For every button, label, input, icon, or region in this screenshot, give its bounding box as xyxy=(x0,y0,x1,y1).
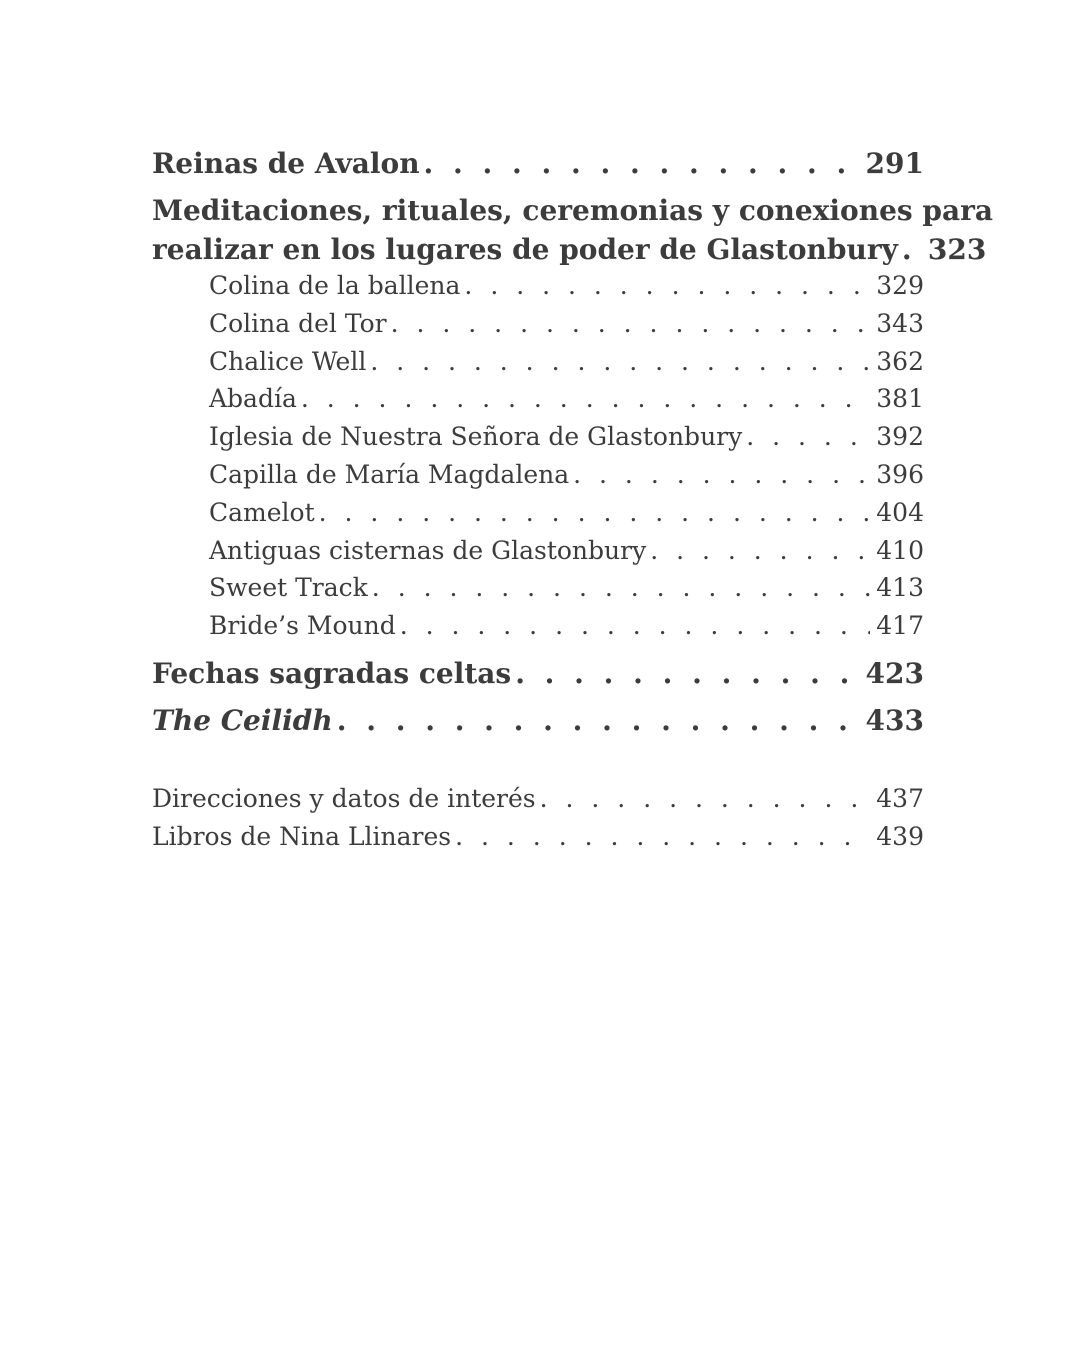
toc-entry xyxy=(152,701,924,740)
toc-subentry-title: Colina del Tor xyxy=(209,308,387,338)
toc-subentry xyxy=(152,607,924,645)
toc-entry-page: 291 xyxy=(865,147,924,180)
toc-subentry xyxy=(152,343,924,381)
toc-entry-title-line2: realizar en los lugares de poder de Glastonbury xyxy=(152,233,898,266)
toc-subentry-title: Camelot xyxy=(209,497,315,527)
dot-leader xyxy=(573,456,870,494)
toc-subentry xyxy=(152,380,924,418)
toc-subentry-page: 413 xyxy=(876,573,924,603)
toc-entry-title-line1: Meditaciones, rituales, ceremonias y conexiones para xyxy=(152,194,994,227)
toc-subentry-page: 329 xyxy=(876,271,924,300)
toc-entry-title: The Ceilidh xyxy=(152,703,333,737)
dot-leader xyxy=(540,780,871,818)
toc-entry-title: Direcciones y datos de interés xyxy=(152,783,536,813)
dot-leader xyxy=(515,654,859,693)
toc-subentry xyxy=(152,494,924,532)
toc-subentry-title: Colina de la ballena xyxy=(209,271,461,300)
dot-leader xyxy=(902,230,922,269)
toc-subentry xyxy=(152,456,924,494)
toc-entry-title: Reinas de Avalon xyxy=(152,147,420,180)
toc-entry-title: Fechas sagradas celtas xyxy=(152,656,512,690)
dot-leader xyxy=(319,494,871,532)
toc-subentry-title: Sweet Track xyxy=(209,573,368,603)
toc-subentry-page: 343 xyxy=(876,308,924,338)
toc-entry-page: 437 xyxy=(876,783,924,813)
dot-leader xyxy=(400,607,871,645)
toc-entry-title: Libros de Nina Llinares xyxy=(152,821,452,851)
dot-leader xyxy=(370,343,870,381)
dot-leader xyxy=(424,144,860,183)
toc-section xyxy=(152,701,924,740)
toc-subentry-page: 392 xyxy=(876,422,924,452)
dot-leader xyxy=(372,569,870,607)
toc-entry-page: 423 xyxy=(865,656,924,690)
toc-subentry-title: Chalice Well xyxy=(209,346,367,376)
dot-leader xyxy=(464,267,870,305)
toc-subentry-page: 396 xyxy=(876,459,924,489)
toc-entry xyxy=(152,818,924,856)
toc-section xyxy=(152,654,924,693)
toc-subentry-title: Iglesia de Nuestra Señora de Glastonbury xyxy=(209,422,743,452)
toc-subentry-page: 417 xyxy=(876,611,924,641)
dot-leader xyxy=(301,380,870,418)
toc-entry-page: 433 xyxy=(865,703,924,737)
toc-subentry-page: 362 xyxy=(876,346,924,376)
dot-leader xyxy=(337,701,860,740)
dot-leader xyxy=(455,818,870,856)
dot-leader xyxy=(391,305,871,343)
toc-subentry-title: Bride’s Mound xyxy=(209,611,396,641)
toc-subentry-page: 410 xyxy=(876,535,924,565)
toc-entry xyxy=(152,144,924,183)
toc-subentry xyxy=(152,267,924,305)
toc-subentry-title: Antiguas cisternas de Glastonbury xyxy=(209,535,647,565)
toc-subentry xyxy=(152,418,924,456)
table-of-contents xyxy=(152,144,994,856)
toc-entry-page: 439 xyxy=(876,821,924,851)
dot-leader xyxy=(746,418,870,456)
dot-leader xyxy=(650,532,870,570)
toc-subsection-list xyxy=(152,267,924,645)
back-matter xyxy=(152,780,924,856)
toc-subentry xyxy=(152,569,924,607)
toc-entry-page: 323 xyxy=(927,233,987,266)
toc-subentry-page: 404 xyxy=(876,497,924,527)
toc-subentry xyxy=(152,532,924,570)
toc-subentry-title: Capilla de María Magdalena xyxy=(209,459,570,489)
toc-entry xyxy=(152,230,987,269)
toc-subentry-title: Abadía xyxy=(209,384,297,414)
toc-section xyxy=(152,191,994,645)
toc-entry xyxy=(152,780,924,818)
toc-subentry xyxy=(152,305,924,343)
toc-subentry-page: 381 xyxy=(876,384,924,414)
toc-section xyxy=(152,144,924,183)
toc-entry xyxy=(152,654,924,693)
